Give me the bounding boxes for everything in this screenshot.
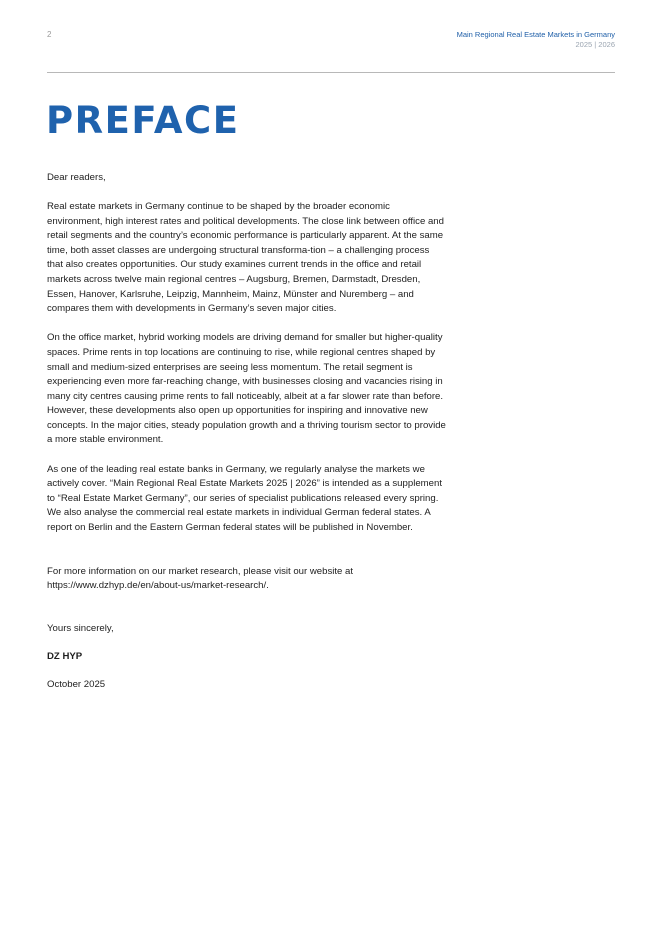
header-divider [47, 72, 615, 73]
paragraph-intro: Real estate markets in Germany continue to be shaped by the broader economic environment, high interest rates and political developments. The close link between office and retail segments and the country’s economic performance is particularly apparent. At the same time, both asset classes are undergoing structural transforma-tion – a challenging process that also creates opportunities. Our study examines current trends in the office and retail markets across twelve main regional centres – Augsburg, Bremen, Darmstadt, Dresden, Essen, Hanover, Karlsruhe, Leipzig, Mannheim, Mainz, Münster and Nuremberg – and compares them with developments in Germany’s seven major cities. [47, 200, 444, 315]
report-years: 2025 | 2026 [575, 40, 615, 49]
closing: Yours sincerely, [47, 622, 114, 634]
letter-body [47, 171, 447, 693]
page-number: 2 [47, 30, 52, 39]
paragraph-publications: As one of the leading real estate banks in Germany, we regularly analyse the markets we actively cover. “Main Regional Real Estate Markets 2025 | 2026” is intended as a supplement to “Real Estate Market Germany”, our series of specialist publications released every spring. We also analyse the commercial real estate markets in individual German federal states. A report on Berlin and the Eastern German federal states will be published in November. [47, 463, 442, 534]
report-title: Main Regional Real Estate Markets in Germany [456, 30, 615, 39]
more-info [47, 565, 447, 594]
paragraph-office-market: On the office market, hybrid working models are driving demand for smaller but higher-quality spaces. Prime rents in top locations are continuing to rise, while regional centres shaped by small and medium-sized enterprises are seeing less momentum. The retail segment is experiencing even more far-reaching change, with businesses closing and vacancies rising in many city centres causing prime rents to fall noticeably, albeit at a far slower rate than before. However, these developments also open up opportunities for inspiring and innovative new concepts. In the major cities, steady population growth and a thriving tourism sector to provide a more stable environment. [47, 332, 446, 446]
greeting: Dear readers, [47, 172, 106, 183]
page-title: PREFACE [46, 99, 240, 142]
signature: DZ HYP [47, 651, 83, 663]
date: October 2025 [47, 679, 106, 691]
more-info-text: For more information on our market research, please visit our website at [47, 565, 354, 577]
website-link[interactable]: https://www.dzhyp.de/en/about-us/market-research/. [47, 580, 269, 592]
running-header [457, 30, 615, 50]
